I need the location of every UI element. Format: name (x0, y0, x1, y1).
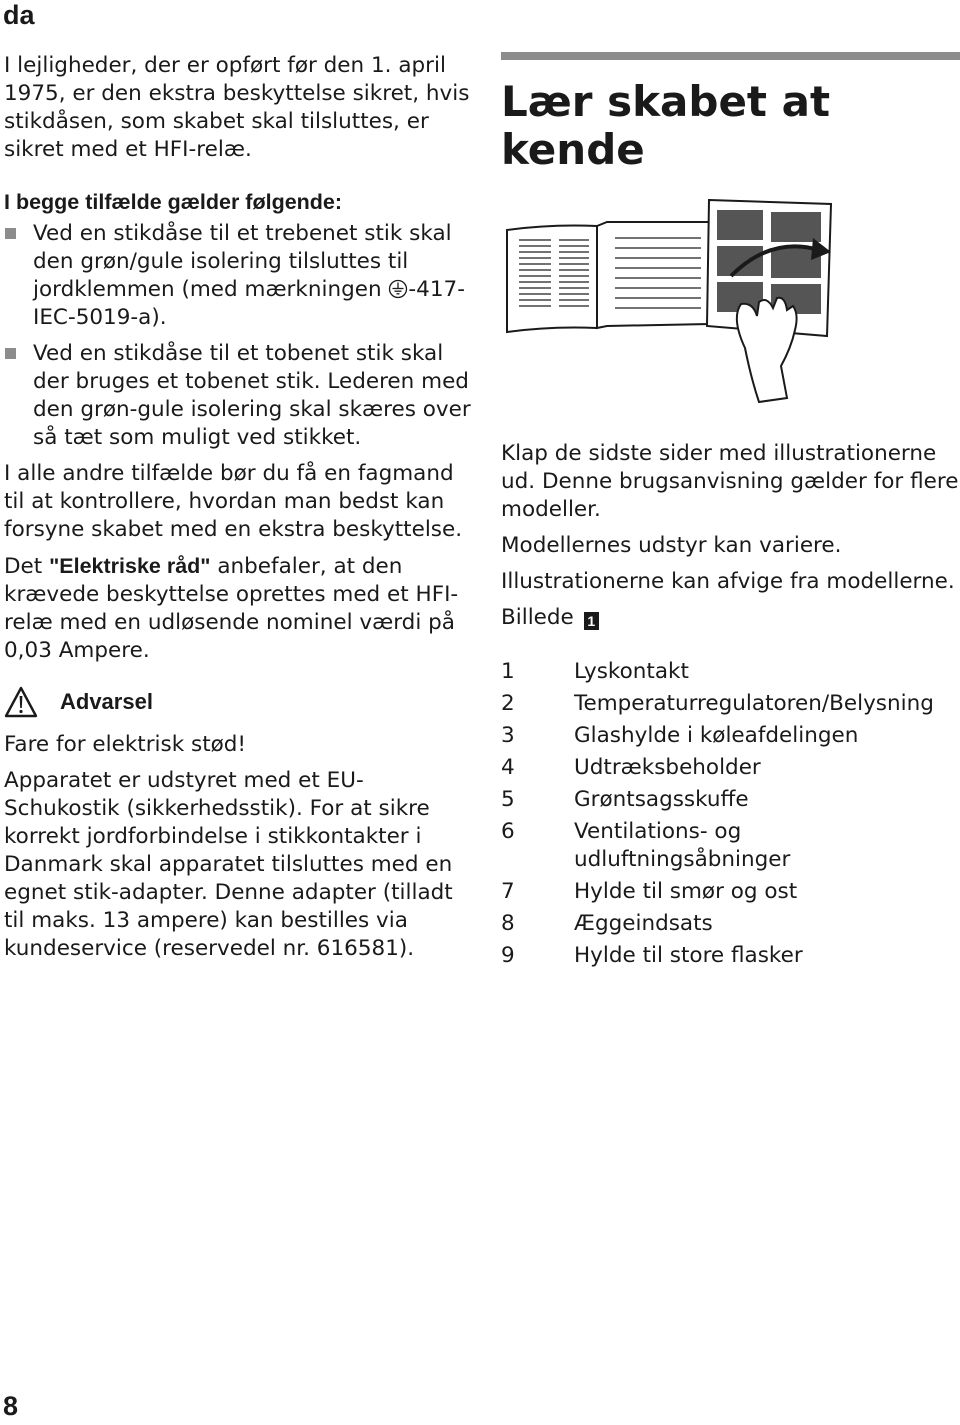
subheading: I begge tilfælde gælder følgende: (4, 190, 343, 214)
bullet-square-icon (5, 348, 16, 359)
warning-heading (4, 685, 474, 719)
part-number: 6 (501, 819, 515, 844)
part-label: Æggeindsats (574, 911, 713, 936)
part-number: 9 (501, 943, 515, 968)
part-number: 3 (501, 723, 515, 748)
part-item (501, 658, 960, 686)
part-number: 8 (501, 911, 515, 936)
warning-text: Fare for elektrisk stød! (4, 732, 247, 757)
bullet-text-end: -417-IEC-5019-a). (33, 277, 465, 330)
left-column (4, 52, 474, 963)
foldout-pages-illustration (501, 198, 837, 420)
part-label: Temperaturregulatoren/Belysning (574, 691, 934, 716)
part-item (501, 942, 960, 970)
bullet-text: Ved en stikdåse til et trebenet stik skal den grøn/gule isolering tilsluttes til jordklemmen (med mærkningen (33, 221, 452, 302)
figure-label: Billede (501, 605, 574, 630)
part-label: Hylde til smør og ost (574, 879, 798, 904)
part-item (501, 910, 960, 938)
page-number: 8 (3, 1391, 19, 1421)
paragraph-models: Modellernes udstyr kan variere. (501, 533, 842, 558)
part-number: 5 (501, 787, 515, 812)
part-item (501, 722, 960, 750)
part-number: 2 (501, 691, 515, 716)
intro-paragraph-right: Klap de sidste sider med illustrationerne ud. Denne brugsanvisning gælder for flere modeller. (501, 441, 959, 522)
part-item (501, 818, 960, 874)
warning-triangle-icon (4, 686, 38, 718)
bullet-item (4, 340, 474, 452)
paragraph-other-cases: I alle andre tilfælde bør du få en fagmand til at kontrollere, hvordan man bedst kan forsyne skabet med en ekstra beskyttelse. (4, 461, 463, 542)
section-rule (501, 52, 960, 60)
bullet-item (4, 220, 474, 332)
part-item (501, 878, 960, 906)
warning-label: Advarsel (60, 689, 153, 714)
bullet-text: Ved en stikdåse til et tobenet stik skal der bruges et tobenet stik. Lederen med den grøn-gule isolering skal skæres over så tæt som muligt ved stikket. (33, 341, 471, 450)
bullet-list (4, 220, 474, 452)
part-label: Glashylde i køleafdelingen (574, 723, 859, 748)
figure-reference (501, 604, 960, 632)
paragraph-illustrations: Illustrationerne kan afvige fra modellerne. (501, 569, 955, 594)
ground-symbol-icon (388, 279, 408, 299)
part-number: 4 (501, 755, 515, 780)
figure-number-badge: 1 (584, 612, 599, 630)
text-span: anbefaler, at den krævede beskyttelse oprettes med et HFI-relæ med en udløsende nominel værdi på 0,03 Ampere. (4, 554, 459, 663)
part-item (501, 754, 960, 782)
part-label: Grøntsagsskuffe (574, 787, 749, 812)
intro-paragraph: I lejligheder, der er opført før den 1. april 1975, er den ekstra beskyttelse sikret, hvis stikdåsen, som skabet skal tilsluttes, er sikret med et HFI-relæ. (4, 53, 470, 162)
text-span: Det (4, 554, 50, 579)
part-label: Udtræksbeholder (574, 755, 761, 780)
section-title: Lær skabet at kende (501, 77, 831, 174)
part-number: 7 (501, 879, 515, 904)
part-item (501, 690, 960, 718)
part-number: 1 (501, 659, 515, 684)
electrical-advice-bold: "Elektriske råd" (49, 554, 211, 578)
part-item (501, 786, 960, 814)
part-label: Hylde til store flasker (574, 943, 803, 968)
paragraph-schuko: Apparatet er udstyret med et EU-Schukostik (sikkerhedsstik). For at sikre korrekt jordforbindelse i stikkontakter i Danmark skal apparatet tilsluttes med en egnet stik-adapter. Denne adapter (tilladt til maks. 13 ampere) kan bestilles via kundeservice (reservedel nr. 616581). (4, 768, 453, 961)
part-label: Ventilations- og udluftningsåbninger (574, 819, 791, 872)
right-column (501, 52, 960, 974)
part-label: Lyskontakt (574, 659, 689, 684)
language-code: da (3, 0, 35, 30)
bullet-square-icon (5, 228, 16, 239)
parts-list (501, 658, 960, 970)
paragraph-electrical-advice (4, 552, 474, 665)
